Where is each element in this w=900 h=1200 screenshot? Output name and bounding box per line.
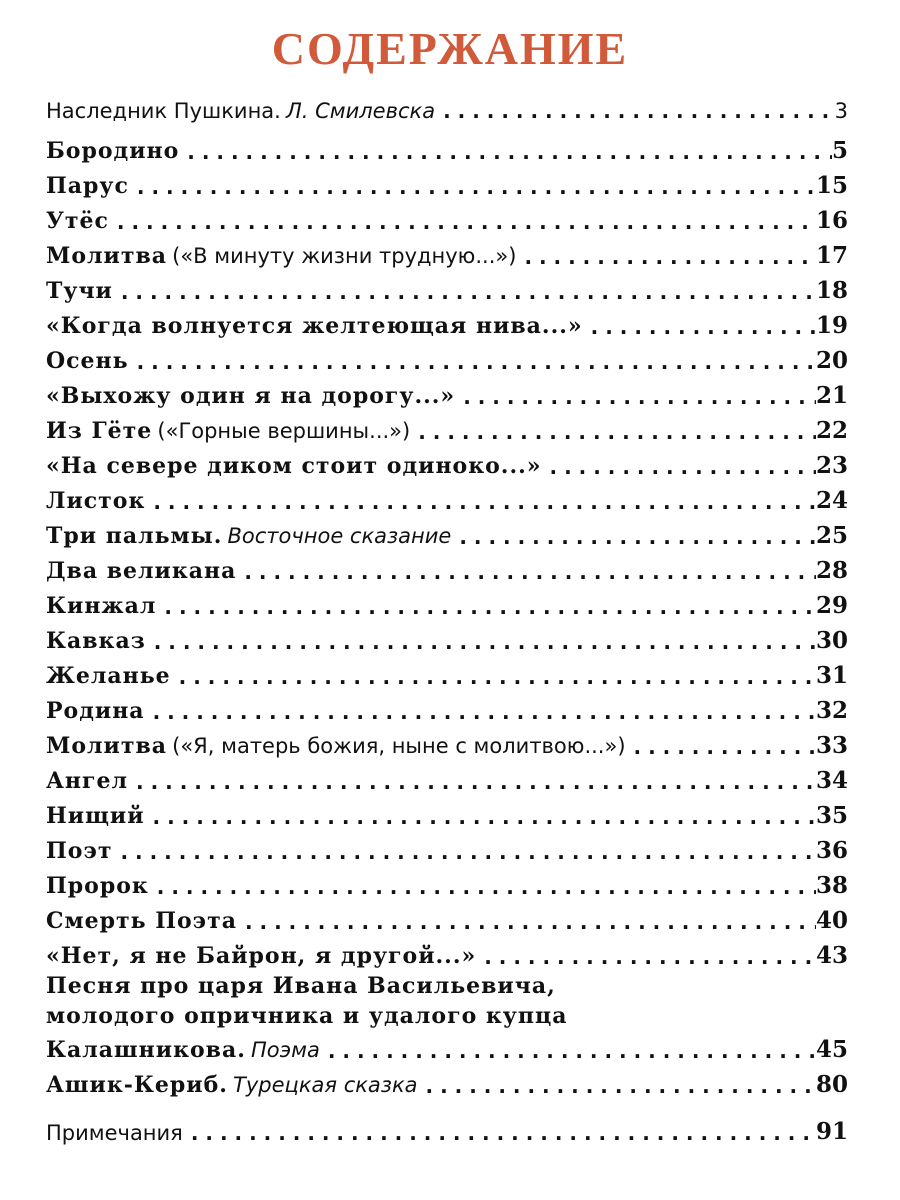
- toc-entry-osen[interactable]: [46, 339, 848, 374]
- page-number: 36: [815, 837, 848, 864]
- toc-entry-label: Бородино: [46, 138, 180, 164]
- toc-entry-naslednik[interactable]: [46, 88, 848, 123]
- toc-entry-label: «Выхожу один я на дорогу...»: [46, 383, 456, 409]
- toc-entry-smert-poeta[interactable]: [46, 899, 848, 934]
- toc-entry-label: Два великана: [46, 558, 237, 584]
- page-number: 25: [815, 522, 848, 549]
- toc-entry-dva-velikana[interactable]: [46, 549, 848, 584]
- toc-entry-label: Примечания: [46, 1121, 183, 1145]
- toc-entry-na-severe[interactable]: [46, 444, 848, 479]
- toc-entry-kinzhal[interactable]: [46, 584, 848, 619]
- page-number: 24: [815, 487, 848, 514]
- page-number: 31: [815, 662, 848, 689]
- leader-dots: [418, 1074, 816, 1098]
- toc-entry-poet[interactable]: [46, 829, 848, 864]
- toc-entry-molitva-2[interactable]: [46, 724, 848, 759]
- page-number: 80: [815, 1071, 848, 1098]
- page-number: 5: [831, 137, 848, 164]
- toc-entry-label: Тучи: [46, 278, 113, 304]
- page-title: СОДЕРЖАНИЕ: [271, 23, 629, 74]
- page-number: 19: [815, 312, 848, 339]
- page-number: 43: [815, 942, 848, 969]
- page-number: 29: [815, 592, 848, 619]
- toc-entry-label: Осень: [46, 348, 129, 374]
- toc-entry-angel[interactable]: [46, 759, 848, 794]
- leader-dots: [129, 175, 816, 199]
- leader-dots: [112, 840, 816, 864]
- leader-dots: [320, 1039, 816, 1063]
- leader-dots: [516, 245, 816, 269]
- page-number: 33: [815, 732, 848, 759]
- leader-dots: [145, 805, 816, 829]
- toc-entry-rodina[interactable]: [46, 689, 848, 724]
- leader-dots: [113, 280, 816, 304]
- toc-entry-listok[interactable]: [46, 479, 848, 514]
- page-number: 3: [834, 99, 848, 123]
- page-number: 28: [815, 557, 848, 584]
- toc-entry-label: Из Гёте («Горные вершины...»): [46, 418, 411, 444]
- toc-entry-label: Поэт: [46, 838, 113, 864]
- leader-dots: [583, 315, 816, 339]
- page-number: 38: [815, 872, 848, 899]
- toc-entry-label: «Когда волнуется желтеющая нива...»: [46, 313, 583, 339]
- leader-dots: [171, 665, 816, 689]
- toc-entry-label: Молитва («В минуту жизни трудную...»): [46, 243, 517, 269]
- page-number: 91: [815, 1118, 848, 1145]
- toc-entry-kogda-volnuetsya[interactable]: [46, 304, 848, 339]
- leader-dots: [451, 525, 816, 549]
- toc-entry-label: Утёс: [46, 208, 109, 234]
- page-number: 45: [815, 1036, 848, 1063]
- toc-entry-label: Пророк: [46, 873, 149, 899]
- toc-entry-label: «На севере диком стоит одиноко...»: [46, 453, 542, 479]
- page-number: 23: [815, 452, 848, 479]
- page-number: 32: [815, 697, 848, 724]
- toc-entry-ashik-kerib[interactable]: [46, 1063, 848, 1098]
- leader-dots: [410, 420, 816, 444]
- leader-dots: [129, 350, 816, 374]
- toc-entry-vykhozhu[interactable]: [46, 374, 848, 409]
- leader-dots: [145, 700, 816, 724]
- toc-entry-tuchi[interactable]: [46, 269, 848, 304]
- toc-entry-line: Калашникова. Поэма . . . 45: [46, 1029, 848, 1063]
- toc-entry-tri-palmy[interactable]: [46, 514, 848, 549]
- leader-dots: [109, 210, 816, 234]
- page-number: 35: [815, 802, 848, 829]
- page-number: 20: [815, 347, 848, 374]
- toc-entry-label: Ангел: [46, 768, 129, 794]
- leader-dots: [476, 945, 816, 969]
- toc-entry-label: Нищий: [46, 803, 145, 829]
- toc-entry-kavkaz[interactable]: [46, 619, 848, 654]
- toc-entry-utyos[interactable]: [46, 199, 848, 234]
- page-number: 18: [815, 277, 848, 304]
- toc-entry-label: Три пальмы. Восточное сказание: [46, 523, 452, 549]
- page-number: 16: [815, 207, 848, 234]
- toc-entry-primechaniya[interactable]: [46, 1110, 848, 1145]
- leader-dots: [128, 770, 816, 794]
- toc-entry-parus[interactable]: [46, 164, 848, 199]
- toc-entry-zhelanye[interactable]: [46, 654, 848, 689]
- leader-dots: [179, 140, 832, 164]
- leader-dots: [145, 490, 816, 514]
- leader-dots: [183, 1121, 816, 1145]
- toc-entry-label: Смерть Поэта: [46, 908, 237, 934]
- leader-dots: [455, 385, 816, 409]
- table-of-contents: [46, 88, 848, 1145]
- toc-entry-net-ya-ne-bayron[interactable]: [46, 934, 848, 969]
- page-number: 34: [815, 767, 848, 794]
- leader-dots: [149, 875, 816, 899]
- page-number: 15: [815, 172, 848, 199]
- toc-entry-label: Ашик-Кериб. Турецкая сказка: [46, 1072, 418, 1098]
- page-number: 22: [815, 417, 848, 444]
- toc-entry-iz-gete[interactable]: [46, 409, 848, 444]
- leader-dots: [146, 630, 816, 654]
- toc-entry-label: Кинжал: [46, 593, 157, 619]
- toc-entry-label: Кавказ: [46, 628, 146, 654]
- toc-entry-label: Желанье: [46, 663, 171, 689]
- toc-entry-line: Песня про царя Ивана Васильевича,: [46, 973, 556, 999]
- toc-entry-pesnya-pro-tsarya[interactable]: [46, 969, 848, 1063]
- toc-entry-molitva-1[interactable]: [46, 234, 848, 269]
- toc-entry-line: молодого опричника и удалого купца: [46, 1003, 568, 1029]
- leader-dots: [626, 735, 816, 759]
- toc-entry-label: Молитва («Я, матерь божия, ныне с молитвою...»): [46, 733, 626, 759]
- toc-entry-label: Листок: [46, 488, 146, 514]
- leader-dots: [542, 455, 816, 479]
- toc-entry-label: «Нет, я не Байрон, я другой...»: [46, 943, 477, 969]
- toc-entry-label: Парус: [46, 173, 129, 199]
- toc-entry-prorok[interactable]: [46, 864, 848, 899]
- leader-dots: [156, 595, 816, 619]
- page-number: 17: [815, 242, 848, 269]
- page-number: 30: [815, 627, 848, 654]
- page-number: 21: [815, 382, 848, 409]
- page-number: 40: [815, 907, 848, 934]
- leader-dots: [435, 99, 835, 123]
- toc-entry-borodino[interactable]: [46, 129, 848, 164]
- toc-entry-nishchiy[interactable]: [46, 794, 848, 829]
- toc-entry-label: Наследник Пушкина. Л. Смилевска: [46, 99, 436, 123]
- leader-dots: [237, 910, 816, 934]
- leader-dots: [236, 560, 816, 584]
- toc-entry-label: Родина: [46, 698, 145, 724]
